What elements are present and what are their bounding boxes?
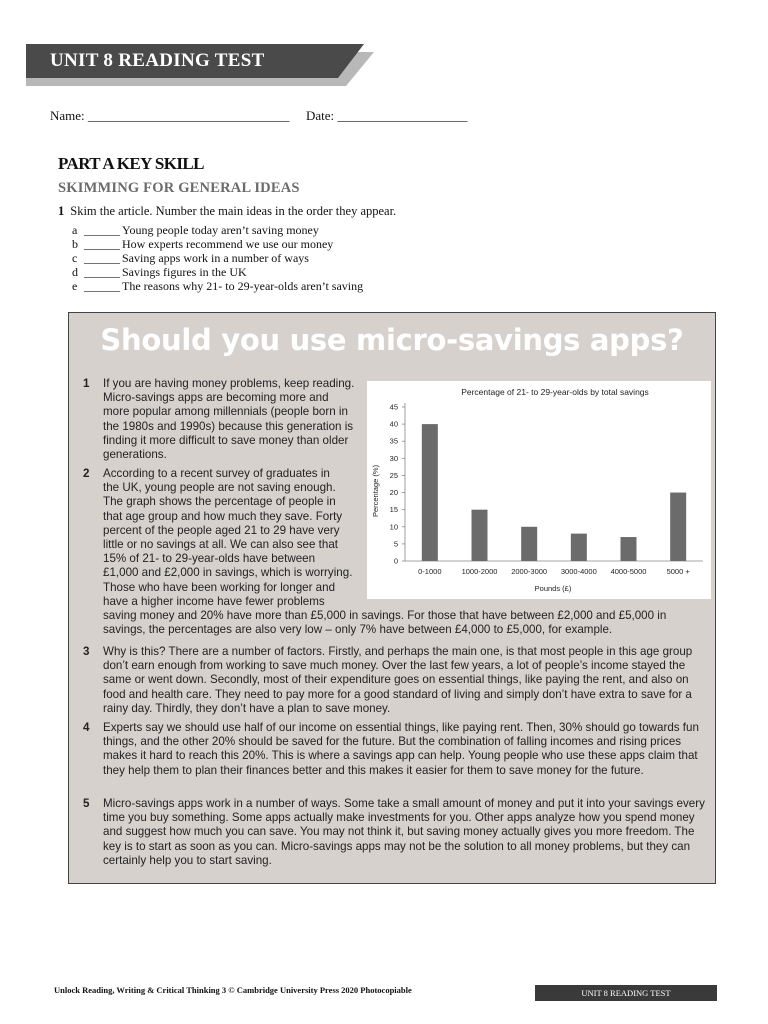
- date-field: Date: ____________________: [306, 108, 468, 123]
- paragraph-5: Micro-savings apps work in a number of ways. Some take a small amount of money and put it into your savings every time you buy something. Some apps actually make investments for you. Other apps analyze how you spend money and suggest how much you can save. You may not think it, but saving money actually gives you more freedom. The key is to start as soon as you can. Micro-savings apps may not be the solution to all money problems, but they can certainly help you to start saving.: [103, 797, 705, 867]
- paragraph-number: 4: [83, 721, 90, 734]
- text-line: percent of the people aged 21 to 29 have very: [103, 523, 340, 537]
- savings-chart: [367, 381, 711, 599]
- x-axis-label: Pounds (£): [534, 584, 572, 593]
- text-line: If you are having money problems, keep reading.: [103, 377, 355, 390]
- item-letter: b: [72, 237, 78, 251]
- bar: [621, 537, 637, 561]
- y-tick-label: 15: [389, 505, 398, 515]
- item-letter: c: [72, 251, 78, 265]
- list-item: [72, 279, 363, 293]
- text-line: Micro-savings apps are becoming more and: [103, 391, 329, 405]
- item-text: Saving apps work in a number of ways: [122, 251, 309, 265]
- text-line: more popular among millennials (people born in: [103, 405, 348, 419]
- paragraph-2-narrow: [103, 467, 365, 609]
- instruction: [58, 204, 396, 219]
- chart-svg: [367, 381, 711, 599]
- text-line: the UK, young people are not saving enough.: [103, 481, 336, 495]
- x-tick-label: 4000-5000: [610, 567, 647, 576]
- paragraph-number: 5: [83, 797, 90, 810]
- footer-copyright: Unlock Reading, Writing & Critical Thinking 3 © Cambridge University Press 2020 Photocopiable: [54, 985, 412, 995]
- bar: [670, 493, 686, 561]
- y-tick-label: 20: [389, 488, 398, 498]
- instruction-number: 1: [58, 204, 65, 218]
- text-line: the 1980s and 1990s) because this generation is: [103, 419, 354, 433]
- item-letter: e: [72, 279, 78, 293]
- answer-blank: ______: [84, 237, 120, 251]
- list-item: [72, 223, 363, 237]
- answer-blank: ______: [84, 251, 120, 265]
- paragraph-1: [103, 377, 365, 462]
- paragraph-3: Why is this? There are a number of factors. Firstly, and perhaps the main one, is that most people in this age group don’t earn enough from working to save much money. Over the last few years, a lot of people’s income stayed the same or went down. Secondly, most of their expenditure goes on essential things, like paying the rent, and also on food and health care. They need to pay more for a good standard of living and simply don’t have extra to save for a rainy day. Thirdly, they don’t have a plan to save money.: [103, 645, 693, 715]
- text-line: According to a recent survey of graduates in: [103, 467, 330, 480]
- y-tick-label: 5: [393, 539, 398, 549]
- text-line: £1,000 and £2,000 in savings, which is worrying.: [103, 566, 353, 580]
- answer-blank: ______: [84, 265, 120, 279]
- page-title: UNIT 8 READING TEST: [50, 50, 265, 71]
- paragraph-number: 1: [83, 377, 90, 390]
- y-tick-label: 45: [389, 402, 398, 412]
- text-line: little or no savings at all. We can also see that: [103, 538, 339, 552]
- list-item: [72, 265, 363, 279]
- bar: [521, 527, 537, 561]
- instruction-text: Skim the article. Number the main ideas in the order they appear.: [70, 204, 397, 218]
- name-field: Name: _______________________________: [50, 108, 290, 123]
- item-letter: a: [72, 223, 78, 237]
- text-line: 15% of 21- to 29-year-olds have between: [103, 552, 316, 566]
- footer-unit-label: UNIT 8 READING TEST: [535, 985, 717, 1001]
- bar: [571, 534, 587, 561]
- y-tick-label: 0: [393, 556, 398, 566]
- item-text: The reasons why 21- to 29-year-olds aren’t saving: [122, 279, 364, 293]
- paragraph-2-wide: saving money and 20% have more than £5,000 in savings. For those that have between £2,000 and £5,000 in savings, the percentages are also very low – only 7% have between £4,000 to £5,000, for example.: [103, 609, 667, 637]
- x-tick-label: 3000-4000: [560, 567, 597, 576]
- text-line: Those who have been working for longer and: [103, 580, 336, 594]
- y-tick-label: 35: [389, 436, 398, 446]
- text-line: have a higher income have fewer problems: [103, 594, 325, 608]
- y-tick-label: 40: [389, 419, 398, 429]
- y-tick-label: 25: [389, 470, 398, 480]
- x-tick-label: 5000 +: [666, 567, 690, 576]
- text-line: The graph shows the percentage of people in: [103, 495, 336, 509]
- part-a-heading: PART A KEY SKILL: [58, 154, 204, 173]
- chart-title: Percentage of 21- to 29-year-olds by total savings: [461, 387, 649, 397]
- text-line: finding it more difficult to save money than older: [103, 433, 349, 447]
- bar: [472, 510, 488, 561]
- item-text: Young people today aren’t saving money: [122, 223, 319, 237]
- answer-blank: ______: [84, 223, 120, 237]
- x-tick-label: 0-1000: [418, 567, 442, 576]
- y-tick-label: 30: [389, 453, 398, 463]
- main-ideas-list: [72, 223, 363, 293]
- y-axis-label: Percentage (%): [371, 464, 380, 518]
- bar: [422, 424, 438, 561]
- skill-subheading: SKIMMING FOR GENERAL IDEAS: [58, 180, 300, 196]
- paragraph-number: 3: [83, 645, 90, 658]
- text-line: that age group and how much they save. Forty: [103, 509, 343, 523]
- paragraph-number: 2: [83, 467, 90, 480]
- answer-blank: ______: [84, 279, 120, 293]
- text-line: generations.: [103, 448, 167, 462]
- list-item: [72, 251, 363, 265]
- article-box: [68, 312, 716, 884]
- x-tick-label: 1000-2000: [461, 567, 498, 576]
- article-headline: Should you use micro-savings apps?: [100, 323, 684, 357]
- item-text: Savings figures in the UK: [122, 265, 247, 279]
- y-tick-label: 10: [389, 522, 398, 532]
- header-banner: [26, 44, 374, 86]
- x-tick-label: 2000-3000: [511, 567, 548, 576]
- item-text: How experts recommend we use our money: [122, 237, 334, 251]
- list-item: [72, 237, 363, 251]
- item-letter: d: [72, 265, 78, 279]
- paragraph-4: Experts say we should use half of our income on essential things, like paying rent. Then, 30% should go towards fun things, and the other 20% should be saved for the future. But the combination of falling incomes and rising prices makes it hard to reach this 20%. This is where a savings app can help. Young people who use these apps claim that they help them to plan their finances better and this makes it easier for them to save money for the future.: [103, 721, 699, 777]
